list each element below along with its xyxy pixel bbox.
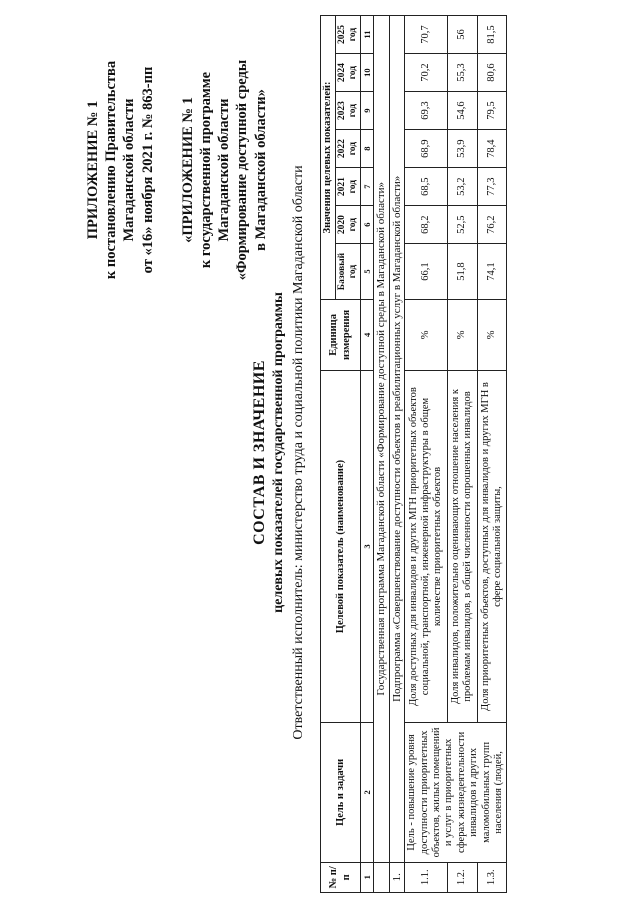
row-value: 68,5 xyxy=(405,168,448,206)
appendix-line: «Формирование доступной среды xyxy=(234,59,251,281)
header-values: Значения целевых показателей: xyxy=(321,16,336,300)
row-value: 81,5 xyxy=(477,16,507,54)
appendix-title: ПРИЛОЖЕНИЕ № 1 xyxy=(85,100,101,240)
header-year: 2022 год xyxy=(336,130,361,168)
column-index: 4 xyxy=(361,299,374,370)
row-value: 68,9 xyxy=(405,130,448,168)
header-base-year: Базовый год xyxy=(336,244,361,300)
row-value: 53,9 xyxy=(448,130,478,168)
appendix-line: к постановлению Правительства xyxy=(103,60,120,280)
subprogram-num: 1. xyxy=(389,862,404,892)
appendix-line: в Магаданской области» xyxy=(252,89,269,251)
appendix-line: к государственной программе xyxy=(198,71,215,269)
row-unit: % xyxy=(477,299,507,370)
row-value: 76,2 xyxy=(477,206,507,244)
column-index: 8 xyxy=(361,130,374,168)
row-value: 53,2 xyxy=(448,168,478,206)
subprogram-row xyxy=(389,16,404,893)
document-titles xyxy=(250,0,309,905)
row-value: 78,4 xyxy=(477,130,507,168)
header-year: 2020 год xyxy=(336,206,361,244)
document-title: СОСТАВ И ЗНАЧЕНИЕ xyxy=(251,360,268,545)
row-indicator: Доля инвалидов, положительно оценивающих отношение населения к проблемам инвалидов, в общей численности опрошенных инвалидов xyxy=(448,370,478,722)
goal-text: Цель - повышение уровня доступности приоритетных объектов, жилых помещений и услуг в приоритетных сферах жизнедеятельности инвалидов и других маломобильных групп населения (людей, xyxy=(405,723,507,862)
row-value: 80,6 xyxy=(477,54,507,92)
column-index: 9 xyxy=(361,92,374,130)
row-value: 69,3 xyxy=(405,92,448,130)
header-year: 2025 год xyxy=(336,16,361,54)
subprogram-title: Подпрограмма «Совершенствование доступности объектов и реабилитационных услуг в Магаданской области» xyxy=(389,16,404,863)
row-value: 68,2 xyxy=(405,206,448,244)
column-index: 6 xyxy=(361,206,374,244)
appendix-line: Магаданской области xyxy=(216,98,233,242)
column-index: 1 xyxy=(361,862,374,892)
header-goal: Цель и задачи xyxy=(321,723,361,862)
appendix-decree: от «16» ноября 2021 г. № 863-пп xyxy=(139,66,156,274)
header-year: 2024 год xyxy=(336,54,361,92)
header-year: 2023 год xyxy=(336,92,361,130)
row-base: 66,1 xyxy=(405,244,448,300)
row-unit: % xyxy=(405,299,448,370)
row-num: 1.2. xyxy=(448,862,478,892)
row-value: 52,5 xyxy=(448,206,478,244)
row-indicator: Доля приоритетных объектов, доступных для инвалидов и других МГН в сфере социальной защиты, xyxy=(477,370,507,722)
row-num: 1.3. xyxy=(477,862,507,892)
row-num: 1.1. xyxy=(405,862,448,892)
row-indicator: Доля доступных для инвалидов и других МГН приоритетных объектов социальной, транспортной, инженерной инфраструктуры в общем количестве приоритетных объектов xyxy=(405,370,448,722)
column-index: 11 xyxy=(361,16,374,54)
row-value: 55,3 xyxy=(448,54,478,92)
row-value: 70,2 xyxy=(405,54,448,92)
document-subtitle: целевых показателей государственной программы xyxy=(271,292,286,613)
header-year: 2021 год xyxy=(336,168,361,206)
column-index: 10 xyxy=(361,54,374,92)
row-value: 56 xyxy=(448,16,478,54)
appendix-title: «ПРИЛОЖЕНИЕ № 1 xyxy=(179,97,196,243)
row-value: 70,7 xyxy=(405,16,448,54)
row-base: 51,8 xyxy=(448,244,478,300)
row-value: 77,3 xyxy=(477,168,507,206)
program-title: Государственная программа Магаданской области «Формирование доступной среды в Магаданской области» xyxy=(374,16,389,863)
table-row xyxy=(405,16,448,893)
responsible-executor: Ответственный исполнитель: министерство труда и социальной политики Магаданской области xyxy=(291,165,306,740)
row-unit: % xyxy=(448,299,478,370)
column-index: 7 xyxy=(361,168,374,206)
header-unit: Единица измерения xyxy=(321,299,361,370)
row-value: 54,6 xyxy=(448,92,478,130)
appendix-header xyxy=(84,20,270,320)
row-value: 79,5 xyxy=(477,92,507,130)
column-index: 3 xyxy=(361,370,374,722)
table-header-row xyxy=(321,16,336,893)
header-indicator: Целевой показатель (наименование) xyxy=(321,370,361,722)
program-row xyxy=(374,16,389,893)
indicators-table xyxy=(320,15,507,893)
column-index-row xyxy=(361,16,374,893)
column-index: 5 xyxy=(361,244,374,300)
header-num: № п/п xyxy=(321,862,361,892)
row-base: 74,1 xyxy=(477,244,507,300)
appendix-line: Магаданской области xyxy=(121,98,138,242)
column-index: 2 xyxy=(361,723,374,862)
